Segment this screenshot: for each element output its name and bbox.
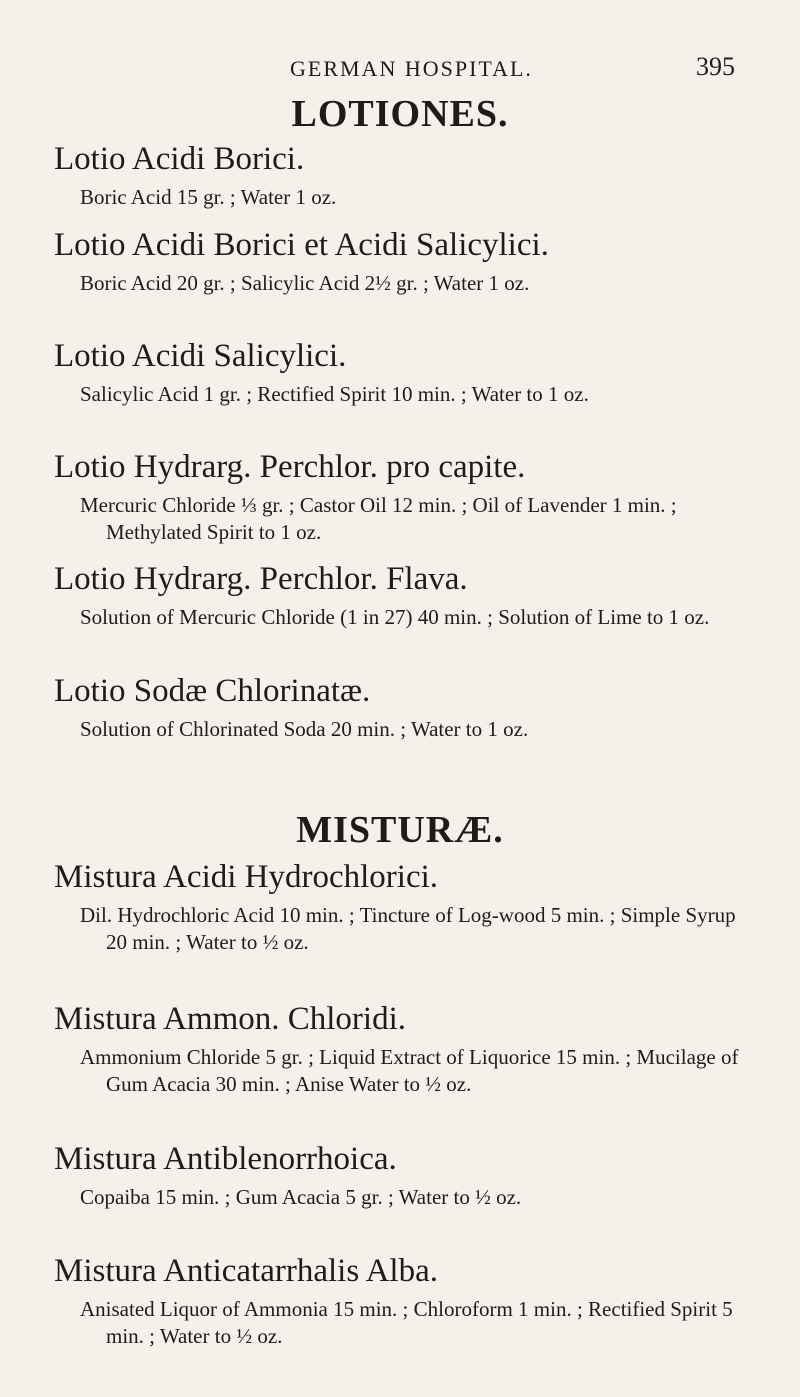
entry-title: Lotio Hydrarg. Perchlor. Flava. [54,561,468,597]
entry-mistura-ammon-chloridi [54,1000,754,1098]
section-heading-lotiones: LOTIONES. [291,93,509,135]
entry-body: Copaiba 15 min. ; Gum Acacia 5 gr. ; Water to ½ oz. [80,1185,522,1209]
entry-title: Mistura Antiblenorrhoica. [54,1141,397,1177]
entry-lotio-acidi-salicylici [54,337,754,408]
entry-body: Ammonium Chloride 5 gr. ; Liquid Extract of Liquorice 15 min. ; Mucilage of Gum Acacia 30 min. ; Anise Water to ½ oz. [80,1045,739,1096]
entry-lotio-hydrarg-perchlor-flava [54,560,754,631]
entry-lotio-sodae-chlorinatae [54,672,754,743]
entry-body: Mercuric Chloride ⅓ gr. ; Castor Oil 12 min. ; Oil of Lavender 1 min. ; Methylated Spirit to 1 oz. [80,493,677,544]
entry-lotio-hydrarg-perchlor-pro-capite [54,448,754,546]
entry-body: Salicylic Acid 1 gr. ; Rectified Spirit 10 min. ; Water to 1 oz. [80,382,589,406]
entry-body: Solution of Chlorinated Soda 20 min. ; Water to 1 oz. [80,717,529,741]
entry-title: Mistura Anticatarrhalis Alba. [54,1253,438,1289]
entry-title: Mistura Acidi Hydrochlorici. [54,859,439,895]
entry-lotio-acidi-borici-et-salicylici [54,226,754,297]
entry-body: Boric Acid 15 gr. ; Water 1 oz. [80,185,337,209]
entry-title: Lotio Acidi Borici et Acidi Salicylici. [54,227,549,263]
entry-title: Lotio Hydrarg. Perchlor. pro capite. [54,449,526,485]
entry-body: Dil. Hydrochloric Acid 10 min. ; Tincture of Log-wood 5 min. ; Simple Syrup 20 min. ; Water to ½ oz. [80,903,736,954]
entry-mistura-anticatarrhalis-alba [54,1252,754,1350]
entry-mistura-acidi-hydrochlorici [54,858,754,956]
entry-body: Solution of Mercuric Chloride (1 in 27) 40 min. ; Solution of Lime to 1 oz. [80,605,710,629]
entry-title: Lotio Sodæ Chlorinatæ. [54,673,371,709]
entry-body: Anisated Liquor of Ammonia 15 min. ; Chloroform 1 min. ; Rectified Spirit 5 min. ; Water to ½ oz. [80,1297,733,1348]
entry-title: Mistura Ammon. Chloridi. [54,1001,407,1037]
page-number: 395 [696,52,735,81]
running-head: GERMAN HOSPITAL. [290,56,533,81]
entry-body: Boric Acid 20 gr. ; Salicylic Acid 2½ gr. ; Water 1 oz. [80,271,530,295]
entry-title: Lotio Acidi Borici. [54,141,305,177]
entry-mistura-antiblenorrhoica [54,1140,754,1211]
entry-lotio-acidi-borici [54,140,754,211]
entry-title: Lotio Acidi Salicylici. [54,338,347,374]
section-heading-misturae: MISTURÆ. [296,809,504,851]
